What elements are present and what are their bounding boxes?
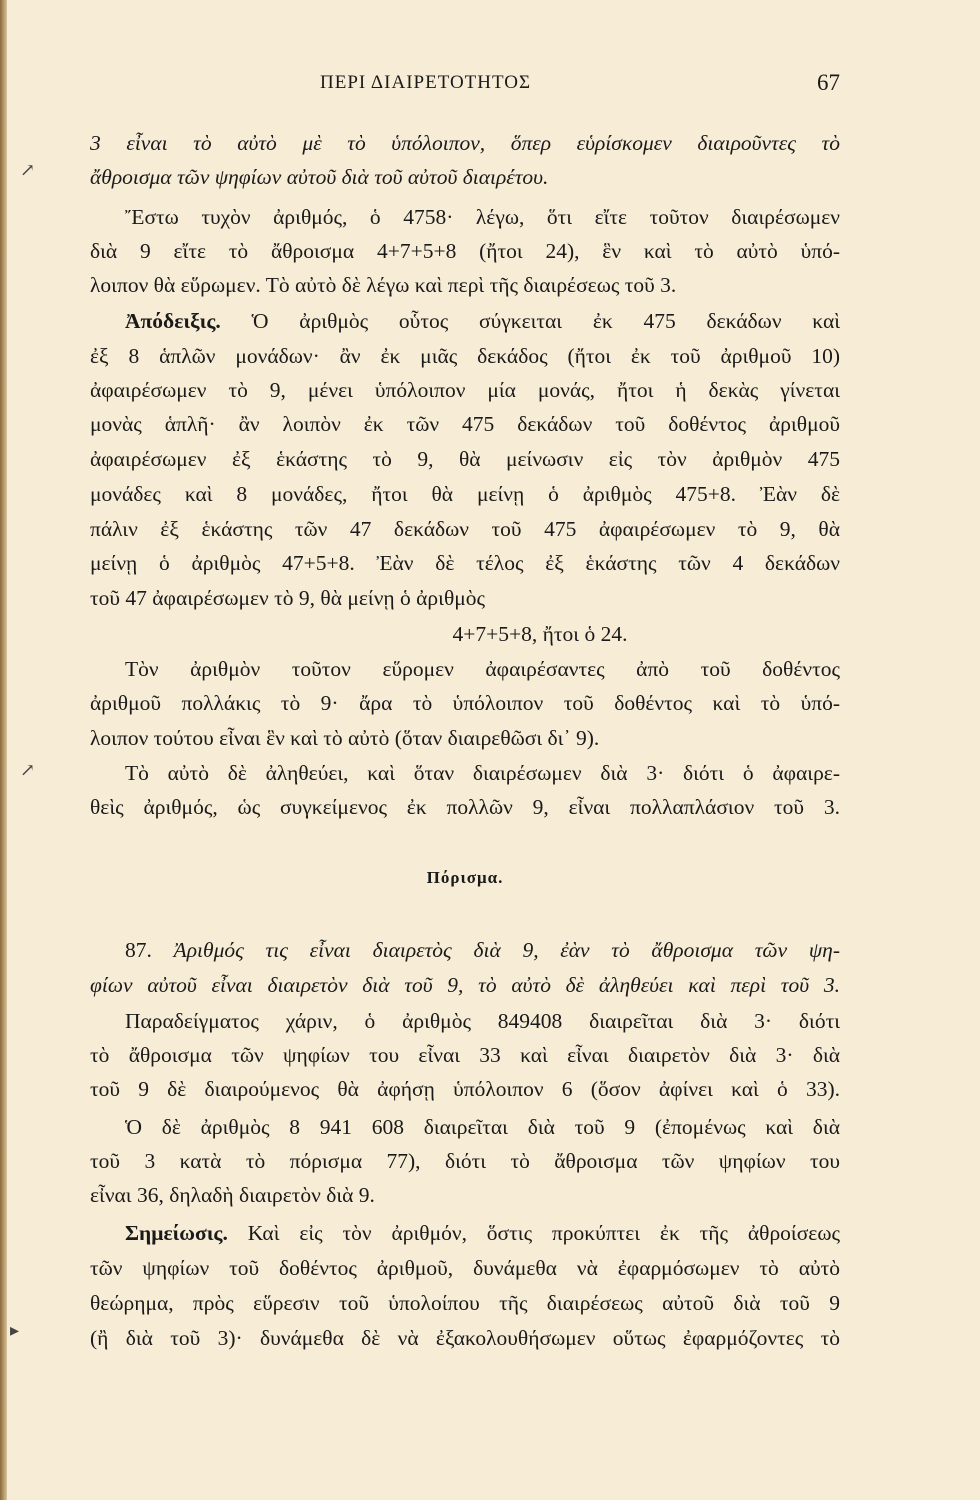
remark-line — [125, 1216, 840, 1250]
text-line: θεὶς ἀριθμός, ὡς συγκείμενος ἐκ πολλῶν 9, εἶναι πολλαπλάσιον τοῦ 3. — [90, 795, 840, 819]
text-line: διὰ 9 εἴτε τὸ ἄθροισμα 4+7+5+8 (ἤτοι 24), ἓν καὶ τὸ αὐτὸ ὑπό- — [90, 239, 840, 263]
text-line: μείνῃ ὁ ἀριθμὸς 47+5+8. Ἐὰν δὲ τέλος ἐξ ἑκάστης τῶν 4 δεκάδων — [90, 551, 840, 575]
text-line: θεώρημα, πρὸς εὕρεσιν τοῦ ὑπολοίπου τῆς διαιρέσεως αὐτοῦ διὰ τοῦ 9 — [90, 1291, 840, 1315]
text-line: τοῦ 3 κατὰ τὸ πόρισμα 77), διότι τὸ ἄθροισμα τῶν ψηφίων του — [90, 1149, 840, 1173]
text-line: ἀφαιρέσωμεν ἐξ ἑκάστης τὸ 9, θὰ μείνωσιν εἰς τὸν ἀριθμὸν 475 — [90, 447, 840, 471]
text-line: Παραδείγματος χάριν, ὁ ἀριθμὸς 849408 διαιρεῖται διὰ 3· διότι — [125, 1009, 840, 1033]
text-line: τῶν ψηφίων τοῦ δοθέντος ἀριθμοῦ, δυνάμεθα νὰ ἐφαρμόσωμεν τὸ αὐτὸ — [90, 1256, 840, 1280]
theorem-line — [125, 933, 840, 967]
proof-line — [125, 304, 840, 338]
text-line: τοῦ 47 ἀφαιρέσωμεν τὸ 9, θὰ μείνῃ ὁ ἀριθμὸς — [90, 586, 486, 610]
page-header — [90, 70, 840, 100]
text-line: Ἀριθμός τις εἶναι διαιρετὸς διὰ 9, ἐὰν τὸ ἄθροισμα τῶν ψη- — [173, 938, 841, 962]
text-line: ἀριθμοῦ πολλάκις τὸ 9· ἄρα τὸ ὑπόλοιπον τοῦ δοθέντος καὶ τὸ ὑπό- — [90, 691, 840, 715]
text-line: 3 εἶναι τὸ αὐτὸ μὲ τὸ ὑπόλοιπον, ὅπερ εὑρίσκομεν διαιροῦντες τὸ — [90, 131, 840, 155]
page-number: 67 — [817, 70, 840, 95]
remark-label: Σημείωσις. — [125, 1221, 228, 1245]
proof-label: Ἀπόδειξις. — [125, 309, 221, 333]
page-edge — [0, 0, 7, 1500]
text-line: Τὸν ἀριθμὸν τοῦτον εὕρομεν ἀφαιρέσαντες ἀπὸ τοῦ δοθέντος — [125, 657, 840, 681]
text-line: ἄθροισμα τῶν ψηφίων αὐτοῦ διὰ τοῦ αὐτοῦ διαιρέτου. — [90, 165, 549, 189]
text-line: πάλιν ἐξ ἑκάστης τῶν 47 δεκάδων τοῦ 475 ἀφαιρέσωμεν τὸ 9, θὰ — [90, 517, 840, 541]
text-line: Ὁ ἀριθμὸς οὗτος σύγκειται ἐκ 475 δεκάδων καὶ — [251, 309, 840, 333]
text-line: εἶναι 36, δηλαδὴ διαιρετὸν διὰ 9. — [90, 1183, 375, 1207]
running-head: ΠΕΡΙ ΔΙΑΙΡΕΤΟΤΗΤΟΣ — [320, 72, 532, 93]
margin-mark-icon: ↗ — [20, 160, 36, 181]
text-line: λοιπον τούτου εἶναι ἓν καὶ τὸ αὐτὸ (ὅταν διαιρεθῶσι δι᾽ 9). — [90, 726, 600, 750]
text-line: τὸ ἄθροισμα τῶν ψηφίων του εἶναι 33 καὶ εἶναι διαιρετὸν διὰ 3· διὰ — [90, 1043, 840, 1067]
text-line: λοιπον θὰ εὕρωμεν. Τὸ αὐτὸ δὲ λέγω καὶ περὶ τῆς διαιρέσεως τοῦ 3. — [90, 273, 677, 297]
text-line: μονὰς ἁπλῆ· ἂν λοιπὸν ἐκ τῶν 475 δεκάδων τοῦ δοθέντος ἀριθμοῦ — [90, 412, 840, 436]
text-line: φίων αὐτοῦ εἶναι διαιρετὸν διὰ τοῦ 9, τὸ αὐτὸ δὲ ἀληθεύει καὶ περὶ τοῦ 3. — [90, 973, 840, 997]
margin-mark-icon: ↗ — [20, 760, 36, 781]
text-line: Τὸ αὐτὸ δὲ ἀληθεύει, καὶ ὅταν διαιρέσωμεν διὰ 3· διότι ὁ ἀφαιρε- — [125, 761, 840, 785]
text-line: ἐξ 8 ἁπλῶν μονάδων· ἂν ἐκ μιᾶς δεκάδος (ἤτοι ἐκ τοῦ ἀριθμοῦ 10) — [90, 344, 840, 368]
text-line: τοῦ 9 δὲ διαιρούμενος θὰ ἀφήσῃ ὑπόλοιπον 6 (ὅσον ἀφίνει καὶ ὁ 33). — [90, 1077, 840, 1101]
text-line: ἀφαιρέσωμεν τὸ 9, μένει ὑπόλοιπον μία μονάς, ἤτοι ἡ δεκὰς γίνεται — [90, 378, 840, 402]
section-heading: Πόρισμα. — [426, 868, 504, 887]
text-line: Ὁ δὲ ἀριθμὸς 8 941 608 διαιρεῖται διὰ τοῦ 9 (ἐπομένως καὶ διὰ — [125, 1115, 840, 1139]
formula-line: 4+7+5+8, ἤτοι ὁ 24. — [452, 622, 628, 646]
text-line: Καὶ εἰς τὸν ἀριθμόν, ὅστις προκύπτει ἐκ τῆς ἀθροίσεως — [247, 1221, 840, 1245]
text-line: μονάδες καὶ 8 μονάδες, ἤτοι θὰ μείνῃ ὁ ἀριθμὸς 475+8. Ἐὰν δὲ — [90, 482, 840, 506]
text-line: Ἔστω τυχὸν ἀριθμός, ὁ 4758· λέγω, ὅτι εἴτε τοῦτον διαιρέσωμεν — [125, 205, 840, 229]
section-number: 87. — [125, 938, 152, 962]
margin-mark-icon: ▸ — [10, 1320, 20, 1341]
text-line: (ἢ διὰ τοῦ 3)· δυνάμεθα δὲ νὰ ἐξακολουθήσωμεν οὕτως ἐφαρμόζοντες τὸ — [90, 1326, 840, 1350]
